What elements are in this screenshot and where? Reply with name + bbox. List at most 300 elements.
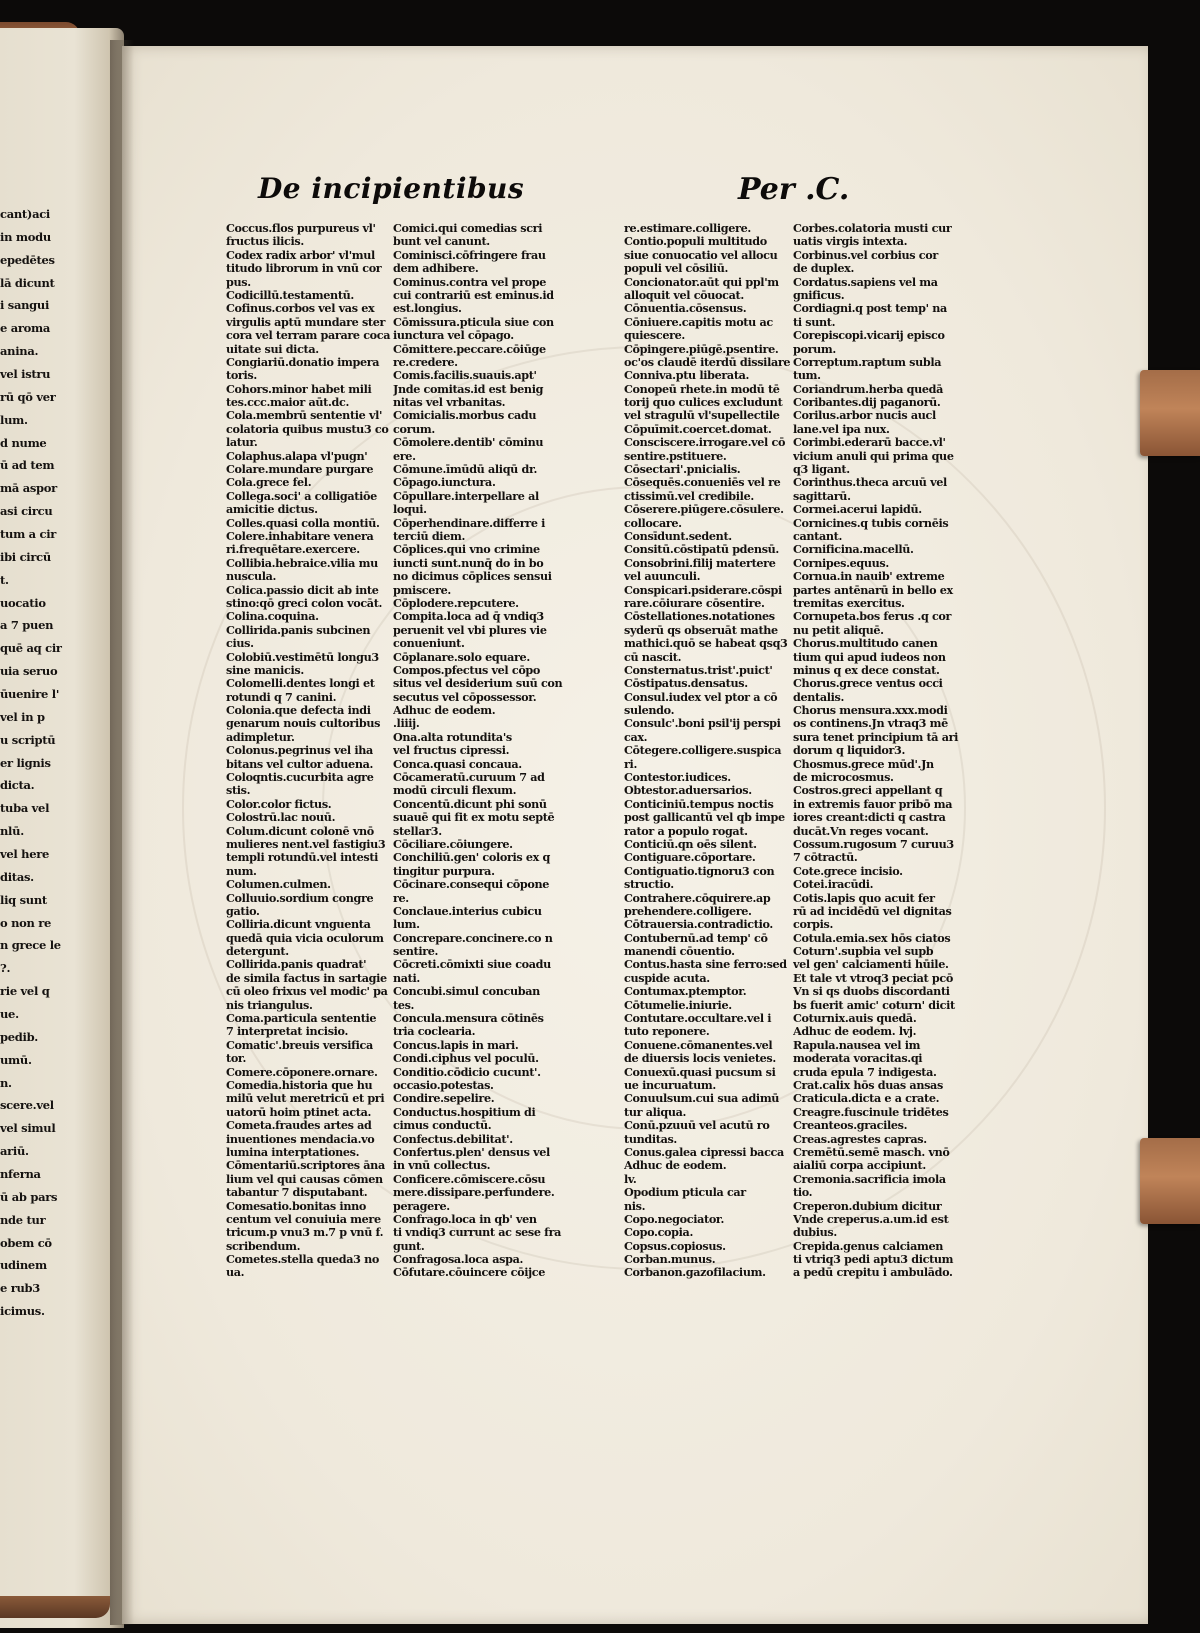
text-column-3 — [624, 222, 794, 1280]
text-line: situs vel desiderium suū con — [393, 677, 563, 691]
text-line: Cōmissura.pticula siue con — [393, 315, 554, 329]
text-line: Conuene.cōmanentes.vel — [624, 1038, 773, 1052]
text-line: gatio. — [226, 904, 260, 918]
text-line: Compos.pfectus vel cōpo — [393, 663, 541, 677]
text-line: vicium anuli qui prima que — [793, 449, 954, 463]
text-line: Corbinus.vel corbius cor — [793, 248, 938, 262]
text-line: Confertus.plen' densus vel — [393, 1145, 550, 1159]
text-line: Coma.particula sententie — [226, 1012, 377, 1026]
text-line: Cornupeta.bos ferus .q cor — [793, 610, 952, 624]
text-line: ctissimū.vel credibile. — [624, 489, 754, 503]
text-line: Conuulsum.cui sua adimū — [624, 1092, 780, 1106]
text-line: alloquit vel cōuocat. — [624, 288, 744, 302]
text-line: Colomelli.dentes longi et — [226, 677, 375, 691]
text-line: nis triangulus. — [226, 998, 313, 1012]
text-line: rotundi q 7 canini. — [226, 690, 337, 704]
text-line: nati. — [393, 971, 420, 985]
left-page-text-line: n. — [0, 1075, 12, 1090]
text-line: tunditas. — [624, 1132, 677, 1146]
text-line: Comedia.historia que hu — [226, 1079, 373, 1092]
text-line: re.estimare.colligere. — [624, 222, 751, 235]
text-line: q3 ligant. — [793, 463, 850, 477]
left-page-text-line: ditas. — [0, 869, 34, 884]
text-line: Colare.mundare purgare — [226, 463, 374, 477]
text-line: cruda epula 7 indigesta. — [793, 1065, 937, 1079]
text-line: iores creant:dicti q castra — [793, 811, 946, 825]
text-line: post gallicantū vel qb impe — [624, 811, 785, 825]
text-line: fructus ilicis. — [226, 235, 304, 249]
text-line: Cōcameratū.curuum 7 ad — [393, 771, 545, 785]
text-line: centum vel conuiuia mere — [226, 1212, 381, 1226]
leather-strap-bottom — [1140, 1138, 1200, 1224]
left-page-text-line: n grece le — [0, 938, 61, 953]
text-line: Coturnix.auis quedā. — [793, 1012, 917, 1026]
left-page-text-line: vel istru — [0, 367, 51, 381]
text-line: porum. — [793, 342, 836, 356]
text-line: Consulc'.boni psil'ij perspi — [624, 717, 781, 731]
text-line: Contestor.iudices. — [624, 771, 731, 785]
text-line: Cote.grece incisio. — [793, 864, 903, 878]
text-line: Cordatus.sapiens vel ma — [793, 275, 938, 289]
text-line: Creperon.dubium dicitur — [793, 1199, 942, 1213]
text-line: Vn si qs duobs discordanti — [793, 985, 950, 999]
text-line: de duplex. — [793, 262, 855, 276]
text-line: aialiū corpa accipiunt. — [793, 1159, 926, 1173]
text-line: Cōmittere.peccare.cōiūge — [393, 342, 546, 356]
text-line: Cōciliare.cōiungere. — [393, 837, 513, 851]
text-line: Coriandrum.herba quedā — [793, 382, 944, 396]
left-page-text-line: nferna — [0, 1167, 41, 1181]
text-line: Cōplanare.solo equare. — [393, 650, 530, 664]
text-line: Coloqntis.cucurbita agre — [226, 771, 374, 785]
text-line: in extremis fauor pribō ma — [793, 797, 953, 811]
left-page-text-line: in modu — [0, 229, 51, 244]
text-line: Colobiū.vestimētū longu3 — [226, 650, 379, 664]
left-page-text-line: scere.vel — [0, 1098, 54, 1113]
text-line: Compita.loca ad q̄ vndiq3 — [393, 610, 544, 624]
text-line: lv. — [624, 1172, 637, 1186]
left-page-text-line: e rub3 — [0, 1281, 40, 1296]
text-line: manendi cōuentio. — [624, 945, 735, 959]
text-line: Cōsequēs.conueniēs vel re — [624, 476, 781, 490]
text-column-4 — [793, 222, 963, 1280]
text-line: Cornua.in nauib' extreme — [793, 570, 945, 584]
text-line: Coribantes.dij paganorū. — [793, 396, 941, 410]
text-line: Conspicari.psiderare.cōspi — [624, 583, 782, 597]
text-line: Cremētū.semē masch. vnō — [793, 1145, 950, 1159]
text-line: Cotis.lapis quo acuit fer — [793, 891, 935, 905]
text-line: siue conuocatio vel allocu — [624, 248, 778, 262]
left-page-text-line: lā dicunt — [0, 275, 55, 290]
text-line: Conū.pzuuū vel acutū ro — [624, 1119, 770, 1133]
text-line: Corbes.colatoria musti cur — [793, 222, 952, 235]
text-line: ti sunt. — [793, 315, 836, 329]
text-line: Correptum.raptum subla — [793, 355, 942, 369]
text-line: Cofinus.corbos vel vas ex — [226, 302, 375, 316]
text-line: Jnde comitas.id est benig — [393, 382, 544, 396]
text-line: mathici.quō se habeat qsq3 — [624, 637, 788, 651]
text-line: tur aliqua. — [624, 1105, 687, 1119]
text-line: terciū diem. — [393, 529, 465, 543]
text-line: gnificus. — [793, 288, 845, 302]
left-page-text-line: vel in p — [0, 709, 45, 724]
text-line: dem adhibere. — [393, 262, 479, 276]
text-line: cū nascit. — [624, 650, 682, 664]
text-line: Cōpingere.piūgē.psentire. — [624, 342, 779, 356]
text-line: Cōfutare.cōuincere cōijce — [393, 1266, 546, 1280]
text-line: lum. — [393, 918, 420, 932]
text-line: moderata voracitas.qi — [793, 1052, 923, 1066]
text-line: templi rotundū.vel intesti — [226, 851, 379, 865]
text-line: dentalis. — [793, 690, 845, 704]
text-line: Concentū.dicunt phi sonū — [393, 797, 547, 811]
text-line: Cōpuīmit.coercet.domat. — [624, 422, 772, 436]
text-line: Colostrū.lac nouū. — [226, 811, 336, 825]
text-line: ri.frequētare.exercere. — [226, 543, 360, 557]
left-page-text-line: icimus. — [0, 1304, 45, 1319]
text-line: Comici.qui comedias scri — [393, 222, 543, 235]
text-line: ue incuruatum. — [624, 1079, 716, 1092]
left-page-text-line: liq sunt — [0, 892, 47, 907]
text-line: Adhuc de eodem. — [393, 704, 496, 718]
text-line: Opodium pticula car — [624, 1186, 746, 1200]
text-line: ti vtriq3 pedi aptu3 dictum — [793, 1253, 954, 1267]
text-line: Cotei.iracūdi. — [793, 878, 874, 892]
left-page-text-line: a 7 puen — [0, 618, 54, 633]
text-line: Comicialis.morbus cadu — [393, 409, 537, 423]
text-line: re. — [393, 891, 409, 905]
left-page — [0, 28, 124, 1628]
text-line: Concubi.simul concuban — [393, 985, 540, 999]
text-line: nuscula. — [226, 570, 277, 584]
text-line: modū circuli flexum. — [393, 784, 517, 798]
text-line: loqui. — [393, 503, 427, 517]
text-line: lane.vel ipa nux. — [793, 422, 890, 436]
text-line: milū velut meretricū et pri — [226, 1092, 385, 1106]
text-line: Cōtrauersia.contradictio. — [624, 918, 773, 932]
text-line: pus. — [226, 275, 251, 289]
text-line: cimus conductū. — [393, 1119, 492, 1133]
left-page-text-line: tum a cir — [0, 527, 57, 541]
text-line: Columen.culmen. — [226, 878, 331, 892]
left-page-text-line: asi circu — [0, 504, 53, 519]
text-line: tor. — [226, 1052, 246, 1066]
text-line: sentire. — [393, 945, 439, 959]
left-page-text-fragments — [0, 208, 110, 1328]
text-line: Cōcreti.cōmixti siue coadu — [393, 958, 551, 972]
text-line: Cōcinare.consequi cōpone — [393, 878, 550, 892]
text-line: Coturn'.supbia vel supb — [793, 945, 934, 959]
text-line: partes antēnarū in bello ex — [793, 583, 953, 597]
text-line: tricum.p vnu3 m.7 p vnū f. — [226, 1226, 384, 1240]
left-page-text-line: anina. — [0, 344, 39, 359]
text-line: cantant. — [793, 529, 843, 543]
left-page-text-line: vel simul — [0, 1121, 56, 1136]
text-line: Cometes.stella queda3 no — [226, 1253, 380, 1267]
text-line: Cōnuentia.cōsensus. — [624, 302, 747, 316]
text-line: genarum nouis cultoribus — [226, 717, 381, 731]
text-line: Creanteos.graciles. — [793, 1119, 908, 1133]
text-line: Obtestor.aduersarios. — [624, 784, 752, 798]
text-line: mulieres nent.vel fastigiu3 — [226, 837, 386, 851]
text-line: adimpletur. — [226, 730, 295, 744]
text-line: torij quo culices excludunt — [624, 396, 783, 410]
text-line: Chosmus.grece mūd'.Jn — [793, 757, 934, 771]
text-line: cius. — [226, 637, 254, 651]
text-line: Conticiniū.tempus noctis — [624, 797, 774, 811]
text-line: sine manicis. — [226, 663, 304, 677]
left-page-text-line: ū ad tem — [0, 458, 55, 473]
left-page-text-line: umū. — [0, 1052, 32, 1067]
text-line: Confrago.loca in qb' ven — [393, 1212, 537, 1226]
text-line: occasio.potestas. — [393, 1079, 494, 1092]
text-line: bunt vel canunt. — [393, 235, 490, 249]
text-line: Cola.membrū sententie vl' — [226, 409, 383, 423]
text-line: tuto reponere. — [624, 1025, 710, 1039]
left-page-text-line: nde tur — [0, 1212, 46, 1227]
text-line: .liiij. — [393, 717, 420, 731]
text-line: Concus.lapis in mari. — [393, 1038, 519, 1052]
text-line: prehendere.colligere. — [624, 904, 752, 918]
text-line: Corimbi.ederarū bacce.vl' — [793, 436, 946, 450]
text-line: Contio.populi multitudo — [624, 235, 767, 249]
text-line: Consobrini.filij matertere — [624, 556, 776, 570]
text-line: tes.ccc.maior aūt.dc. — [226, 396, 350, 410]
text-line: Contus.hasta sine ferro:sed — [624, 958, 787, 972]
text-line: de microcosmus. — [793, 771, 894, 785]
text-line: Cōplodere.repcutere. — [393, 596, 519, 610]
text-line: tria coclearia. — [393, 1025, 476, 1039]
text-line: tes. — [393, 998, 415, 1012]
text-line: Cōniuere.capitis motu ac — [624, 315, 773, 329]
text-line: Cōserere.piūgere.cōsulere. — [624, 503, 784, 517]
text-line: toris. — [226, 369, 257, 383]
text-line: sulendo. — [624, 704, 675, 718]
text-line: Consīdunt.sedent. — [624, 529, 732, 543]
text-line: Condire.sepelire. — [393, 1092, 495, 1106]
left-page-text-line: u scriptū — [0, 732, 56, 747]
text-line: os continens.Jn vtraq3 mē — [793, 717, 948, 731]
text-line: dubius. — [793, 1226, 837, 1240]
left-page-text-line: ariū. — [0, 1144, 29, 1159]
text-line: Collirida.panis subcinen — [226, 623, 371, 637]
text-line: tium qui apud iudeos non — [793, 650, 946, 664]
text-line: conueniunt. — [393, 637, 465, 651]
text-line: tingitur purpura. — [393, 864, 495, 878]
text-line: gunt. — [393, 1239, 425, 1253]
text-line: latur. — [226, 436, 258, 450]
text-line: Corilus.arbor nucis aucl — [793, 409, 936, 423]
text-line: stino:qō greci colon vocāt. — [226, 596, 383, 610]
left-page-text-line: obem cō — [0, 1235, 52, 1250]
text-line: Conniva.ptu liberata. — [624, 369, 750, 383]
text-line: collocare. — [624, 516, 682, 530]
text-line: pmiscere. — [393, 583, 451, 597]
left-page-text-line: epedētes — [0, 252, 55, 267]
text-line: tremitas exercitus. — [793, 596, 905, 610]
left-page-text-line: dicta. — [0, 778, 35, 793]
text-line: rator a populo rogat. — [624, 824, 748, 838]
text-line: Comesatio.bonitas inno — [226, 1199, 367, 1213]
text-line: uitate sui dicta. — [226, 342, 319, 356]
text-line: Confectus.debilitat'. — [393, 1132, 513, 1146]
text-line: sentire.pstituere. — [624, 449, 727, 463]
text-line: Codex radix arbor' vl'mul — [226, 248, 375, 262]
text-line: Cominisci.cōfringere frau — [393, 248, 546, 262]
text-line: Chorus mensura.xxx.modi — [793, 704, 948, 718]
text-line: Cotula.emia.sex hōs ciatos — [793, 931, 951, 945]
text-line: Cōstellationes.notationes — [624, 610, 775, 624]
text-line: Conus.galea cipressi bacca — [624, 1145, 784, 1159]
text-column-1 — [226, 222, 396, 1280]
left-page-text-line: uocatio — [0, 595, 46, 610]
text-line: Concrepare.concinere.co n — [393, 931, 553, 945]
text-line: Contrahere.cōquirere.ap — [624, 891, 771, 905]
text-line: structio. — [624, 878, 674, 892]
text-line: Cornicines.q tubis cornēis — [793, 516, 949, 530]
text-line: Colina.coquina. — [226, 610, 319, 624]
text-line: cū oleo frixus vel modic' pa — [226, 985, 388, 999]
text-line: nu petit aliquē. — [793, 623, 884, 637]
text-line: nitas vel vrbanitas. — [393, 396, 506, 410]
left-page-text-line: cant)aci — [0, 208, 50, 221]
text-line: Coccus.flos purpureus vl' — [226, 222, 376, 235]
text-line: quedā quia vicia oculorum — [226, 931, 384, 945]
left-page-text-line: ūuenire l' — [0, 687, 60, 701]
text-line: stellar3. — [393, 824, 442, 838]
text-line: bitans vel cultor aduena. — [226, 757, 374, 771]
text-line: scribendum. — [226, 1239, 301, 1253]
left-page-text-line: vel here — [0, 847, 50, 861]
text-line: Collibia.hebraice.vilia mu — [226, 556, 378, 570]
text-line: Collega.soci' a colligatiōe — [226, 489, 377, 503]
text-line: virgulis aptū mundare ster — [226, 315, 386, 329]
text-line: vel gen' calciamenti hūile. — [793, 958, 949, 972]
text-line: Cornificina.macellū. — [793, 543, 914, 557]
text-line: corum. — [393, 422, 435, 436]
text-line: 7 interpretat incisio. — [226, 1025, 349, 1039]
text-line: ere. — [393, 449, 416, 463]
text-line: corpis. — [793, 918, 833, 932]
text-line: Corinthus.theca arcuū vel — [793, 476, 947, 490]
text-line: Cōsectari'.pnicialis. — [624, 463, 741, 477]
text-line: lium vel qui causas cōmen — [226, 1172, 383, 1186]
text-line: Cominus.contra vel prope — [393, 275, 547, 289]
text-line: secutus vel cōpossessor. — [393, 690, 537, 704]
text-line: no dicimus cōplices sensui — [393, 570, 552, 584]
text-line: Comis.facilis.suauis.apt' — [393, 369, 537, 383]
left-page-text-line: nlū. — [0, 824, 24, 839]
text-line: Cōtegere.colligere.suspica — [624, 744, 782, 758]
text-line: Conclaue.interius cubicu — [393, 904, 542, 918]
text-line: cuspide acuta. — [624, 971, 710, 985]
text-line: rū ad incidēdū vel dignitas — [793, 904, 952, 918]
text-line: est.longius. — [393, 302, 462, 316]
text-line: Concionator.aūt qui ppl'm — [624, 275, 779, 289]
running-header-right: Per .C. — [738, 172, 850, 207]
text-column-2 — [393, 222, 563, 1280]
text-line: Cornipes.equus. — [793, 556, 889, 570]
left-page-text-line: rū qō ver — [0, 389, 56, 404]
text-line: Costros.greci appellant q — [793, 784, 943, 798]
text-line: Cōmune.īmūdū aliqū dr. — [393, 463, 538, 477]
text-line: Cōmentariū.scriptores āna — [226, 1159, 385, 1173]
text-line: Conca.quasi concaua. — [393, 757, 522, 771]
text-line: iuncti sunt.nunq̄ do in bo — [393, 556, 544, 570]
text-line: Comere.cōponere.ornare. — [226, 1065, 378, 1079]
text-line: cax. — [624, 730, 648, 744]
text-line: Consul.iudex vel ptor a cō — [624, 690, 778, 704]
text-line: Chorus.grece ventus occi — [793, 677, 943, 691]
left-page-text-line: e aroma — [0, 321, 51, 336]
text-line: ti vndiq3 currunt ac sese fra — [393, 1226, 562, 1240]
text-line: Condi.ciphus vel poculū. — [393, 1052, 539, 1066]
text-line: Cohors.minor habet mili — [226, 382, 372, 396]
text-line: Colere.inhabitare venera — [226, 529, 374, 543]
text-line: Contutare.occultare.vel i — [624, 1012, 772, 1026]
text-line: Colica.passio dicit ab inte — [226, 583, 379, 597]
text-line: Conopeū rhete.in modū tē — [624, 382, 780, 396]
text-line: Collirida.panis quadrat' — [226, 958, 367, 972]
text-line: Et tale vt vtroq3 peciat pcō — [793, 971, 953, 985]
text-line: Contiguare.cōportare. — [624, 851, 756, 865]
left-page-text-line: d nume — [0, 435, 47, 450]
text-line: populi vel cōsiliū. — [624, 262, 729, 276]
text-line: Cormei.acerui lapidū. — [793, 503, 922, 517]
text-line: Consternatus.trist'.puict' — [624, 663, 773, 677]
text-line: colatoria quibus mustu3 co — [226, 422, 389, 436]
text-line: Comatic'.breuis versifica — [226, 1038, 373, 1052]
text-line: Cōmolere.dentib' cōminu — [393, 436, 544, 450]
leather-strap-top — [1140, 370, 1200, 456]
text-line: Colluuio.sordium congre — [226, 891, 374, 905]
text-line: Corbanon.gazofilacium. — [624, 1266, 766, 1280]
text-line: Copo.negociator. — [624, 1212, 724, 1226]
text-line: oc'os claudē iterdū dissilare — [624, 355, 791, 369]
text-line: Colles.quasi colla montiū. — [226, 516, 380, 530]
left-page-text-line: udinem — [0, 1258, 47, 1273]
text-line: cora vel terram parare coca — [226, 329, 391, 343]
text-line: num. — [226, 864, 257, 878]
text-line: tio. — [793, 1186, 813, 1200]
text-line: Cōpullare.interpellare al — [393, 489, 539, 503]
running-header-left: De incipientibus — [258, 172, 525, 205]
left-page-text-line: t. — [0, 572, 9, 587]
text-line: Contiguatio.tignoru3 con — [624, 864, 775, 878]
text-line: cui contrariū est eminus.id — [393, 288, 554, 302]
text-line: 7 cōtractū. — [793, 851, 858, 865]
text-line: amicitie dictus. — [226, 503, 318, 517]
left-page-text-line: mā aspor — [0, 481, 57, 496]
left-page-text-line: ue. — [0, 1007, 19, 1021]
text-line: Cordiagni.q post temp' na — [793, 302, 947, 316]
text-line: Cossum.rugosum 7 curuu3 — [793, 837, 954, 851]
text-line: bs fuerit amic' coturn' dicit — [793, 998, 955, 1012]
text-line: Contumax.ptemptor. — [624, 985, 747, 999]
text-line: de diuersis locis venietes. — [624, 1052, 776, 1066]
text-line: Cōstipatus.densatus. — [624, 677, 748, 691]
text-line: Confragosa.loca aspa. — [393, 1253, 524, 1267]
text-line: Colonia.que defecta indi — [226, 704, 371, 718]
text-line: Creas.agrestes capras. — [793, 1132, 927, 1146]
text-line: Creagre.fuscinule tridētes — [793, 1105, 949, 1119]
text-line: Adhuc de eodem. lvj. — [793, 1025, 917, 1039]
text-line: Cōplices.qui vno crimine — [393, 543, 540, 557]
page-gutter-shadow — [110, 40, 134, 1625]
text-line: vel stragulū vl'supellectile — [624, 409, 780, 423]
text-line: Ona.alta rotundita's — [393, 730, 512, 744]
left-page-text-line: ibi circū — [0, 549, 51, 564]
